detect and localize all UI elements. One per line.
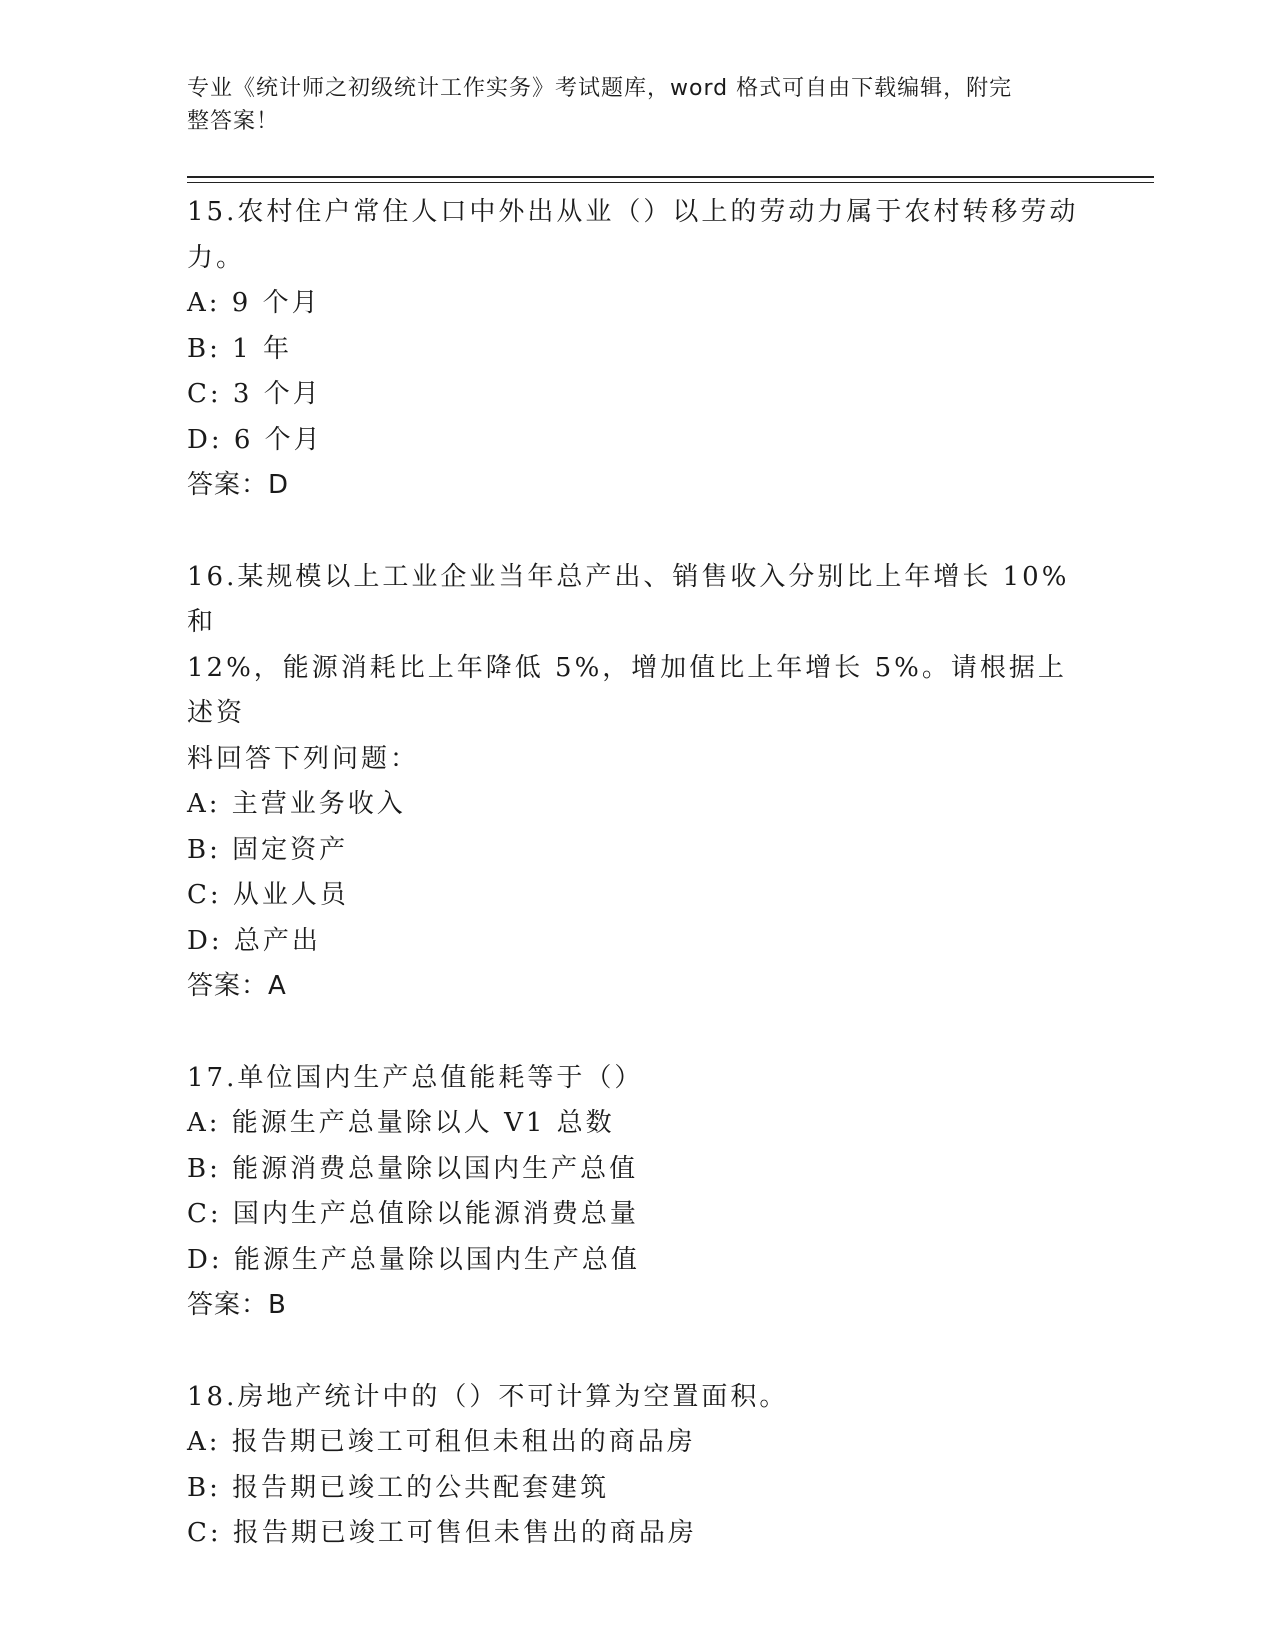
question-stem-line: 16.某规模以上工业企业当年总产出、销售收入分别比上年增长 10%和 — [187, 561, 1070, 637]
question-stem-line: 18.房地产统计中的（）不可计算为空置面积。 — [187, 1381, 789, 1412]
answer-text: 答案：B — [187, 1290, 287, 1320]
question-18 — [187, 1375, 1087, 1557]
option-a: A: 报告期已竣工可租但未租出的商品房 — [187, 1427, 696, 1457]
question-16 — [187, 555, 1087, 1010]
header-divider-thin — [187, 182, 1154, 183]
option-b: B: 固定资产 — [187, 834, 349, 865]
option-b: B: 报告期已竣工的公共配套建筑 — [187, 1472, 610, 1503]
option-a: A: 能源生产总量除以人 V1 总数 — [187, 1108, 615, 1138]
question-15 — [187, 190, 1087, 509]
question-stem-line: 15.农村住户常住人口中外出从业（）以上的劳动力属于农村转移劳动 — [187, 197, 1079, 227]
question-list — [187, 190, 1087, 1603]
option-d: D: 6 个月 — [187, 424, 323, 455]
option-c: C: 3 个月 — [187, 379, 322, 409]
option-a: A: 9 个月 — [187, 288, 321, 318]
option-c: C: 报告期已竣工可售但未售出的商品房 — [187, 1518, 697, 1548]
option-d: D: 总产出 — [187, 925, 321, 956]
answer-text: 答案：A — [187, 971, 287, 1001]
header-divider-thick — [187, 176, 1154, 178]
option-b: B: 1 年 — [187, 333, 292, 364]
header-intro-line-1: 专业《统计师之初级统计工作实务》考试题库，word 格式可自由下载编辑，附完 — [187, 76, 1013, 101]
question-17 — [187, 1056, 1087, 1329]
option-c: C: 从业人员 — [187, 880, 349, 910]
option-a: A: 主营业务收入 — [187, 789, 406, 819]
option-b: B: 能源消费总量除以国内生产总值 — [187, 1153, 639, 1184]
question-stem-line: 17.单位国内生产总值能耗等于（） — [187, 1062, 644, 1093]
option-c: C: 国内生产总值除以能源消费总量 — [187, 1199, 639, 1229]
answer-text: 答案：D — [187, 470, 290, 500]
document-header — [187, 72, 1087, 138]
question-stem-line: 12%，能源消耗比上年降低 5%，增加值比上年增长 5%。请根据上述资 — [187, 652, 1067, 728]
question-stem-line: 力。 — [187, 242, 246, 273]
option-d: D: 能源生产总量除以国内生产总值 — [187, 1244, 640, 1275]
header-intro-line-2: 整答案！ — [187, 109, 280, 134]
question-stem-line: 料回答下列问题： — [187, 743, 420, 774]
